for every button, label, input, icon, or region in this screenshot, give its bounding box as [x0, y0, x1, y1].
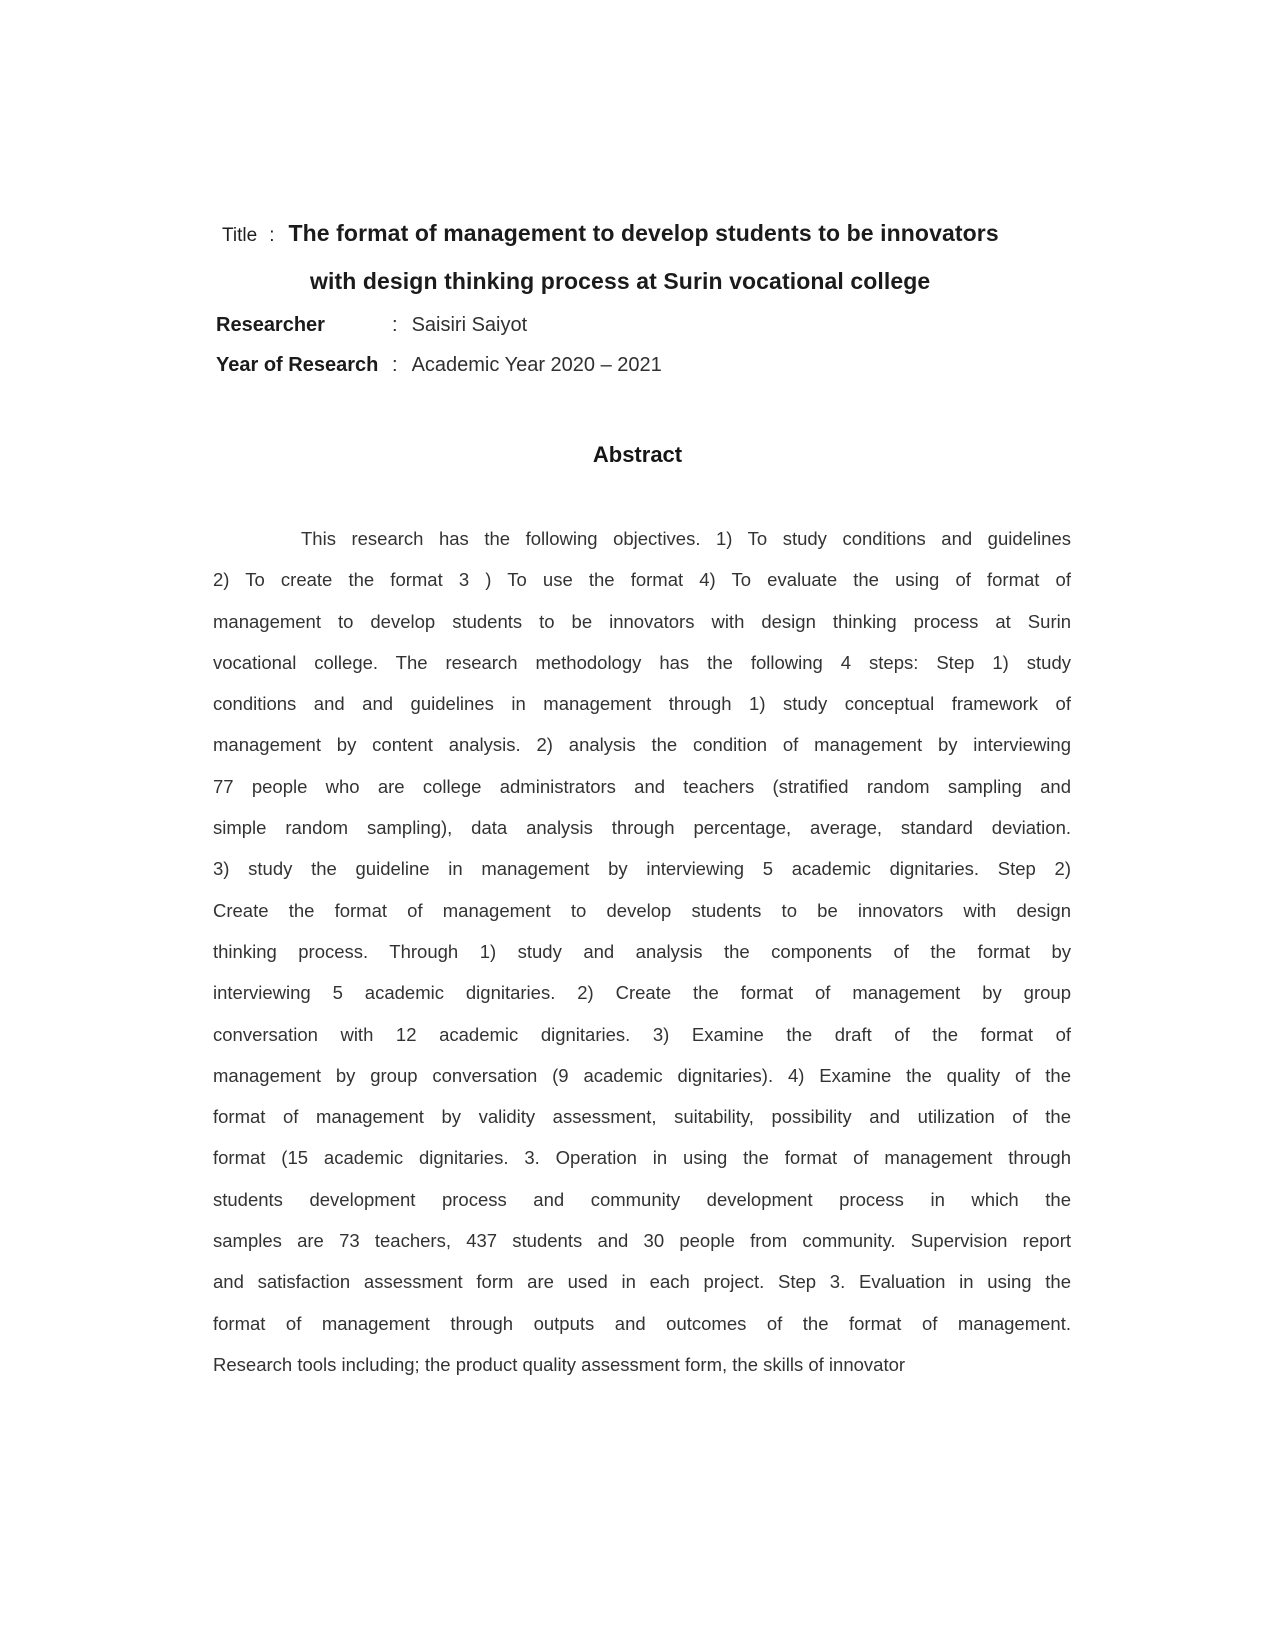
- abstract-line: management to develop students to be innovators with design thinking process at Surin: [213, 610, 1071, 632]
- abstract-line: simple random sampling), data analysis through percentage, average, standard deviation.: [213, 817, 1071, 839]
- abstract-heading: Abstract: [592, 442, 683, 467]
- abstract-line: samples are 73 teachers, 437 students and 30 people from community. Supervision report: [213, 1230, 1071, 1252]
- abstract-line: format of management through outputs and outcomes of the format of management.: [213, 1312, 1071, 1334]
- year-separator: :: [392, 354, 398, 376]
- abstract-line: Research tools including; the product quality assessment form, the skills of innovator: [213, 1353, 906, 1375]
- document-title-line1: The format of management to develop students to be innovators: [288, 220, 999, 246]
- abstract-line: format (15 academic dignitaries. 3. Operation in using the format of management through: [213, 1147, 1071, 1169]
- abstract-line: conversation with 12 academic dignitaries. 3) Examine the draft of the format of: [213, 1023, 1071, 1045]
- abstract-line: 3) study the guideline in management by interviewing 5 academic dignitaries. Step 2): [213, 858, 1071, 880]
- abstract-body: [213, 518, 1071, 1385]
- researcher-label: Researcher: [216, 314, 325, 336]
- abstract-line: 77 people who are college administrators and teachers (stratified random sampling and: [213, 775, 1071, 797]
- document-title-line2: with design thinking process at Surin vocational college: [310, 268, 931, 294]
- abstract-line: 2) To create the format 3 ) To use the format 4) To evaluate the using of format of: [213, 569, 1071, 591]
- researcher-separator: :: [392, 314, 398, 336]
- title-row: [222, 220, 999, 247]
- abstract-line: Create the format of management to develop students to be innovators with design: [213, 899, 1071, 921]
- researcher-row: [216, 314, 527, 337]
- title-label: Title: [222, 225, 258, 246]
- year-of-research-row: [216, 354, 662, 377]
- abstract-line: management by group conversation (9 academic dignitaries). 4) Examine the quality of the: [213, 1064, 1071, 1086]
- abstract-line: and satisfaction assessment form are used in each project. Step 3. Evaluation in using the: [213, 1271, 1071, 1293]
- year-value: Academic Year 2020 – 2021: [411, 354, 662, 376]
- title-separator: :: [269, 225, 275, 246]
- abstract-line: format of management by validity assessment, suitability, possibility and utilization of the: [213, 1106, 1071, 1128]
- year-label: Year of Research: [216, 354, 379, 376]
- abstract-line: vocational college. The research methodology has the following 4 steps: Step 1) study: [213, 651, 1071, 673]
- abstract-line: interviewing 5 academic dignitaries. 2) Create the format of management by group: [213, 982, 1071, 1004]
- researcher-value: Saisiri Saiyot: [411, 314, 528, 336]
- abstract-line: This research has the following objectives. 1) To study conditions and guidelines: [301, 528, 1071, 549]
- abstract-line: students development process and community development process in which the: [213, 1188, 1071, 1210]
- abstract-line: thinking process. Through 1) study and analysis the components of the format by: [213, 940, 1071, 962]
- abstract-line: management by content analysis. 2) analysis the condition of management by interviewing: [213, 734, 1071, 756]
- abstract-line: conditions and and guidelines in management through 1) study conceptual framework of: [213, 693, 1071, 715]
